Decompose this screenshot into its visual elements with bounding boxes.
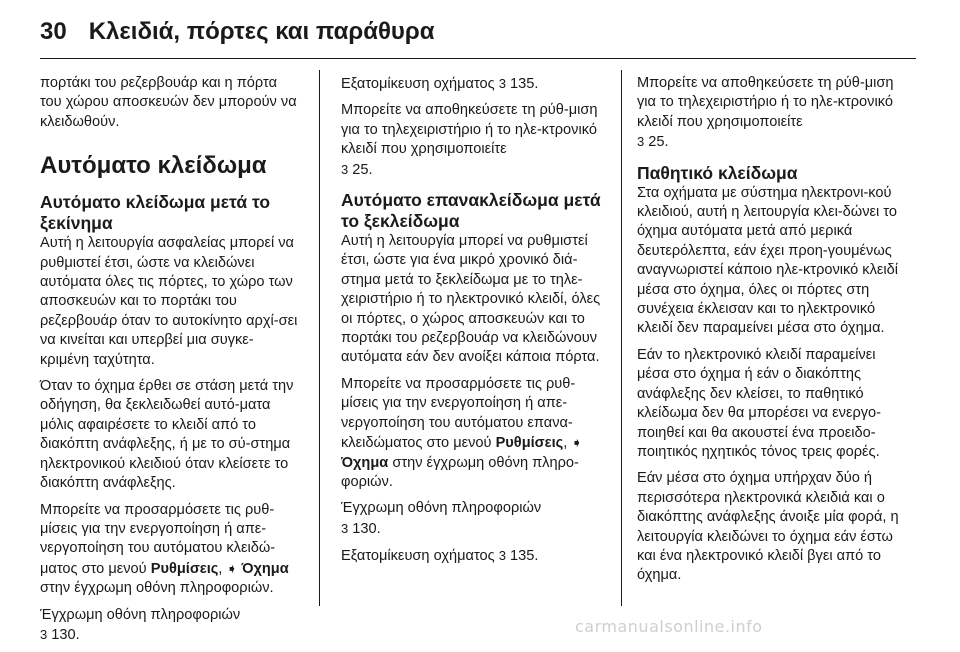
header-rule xyxy=(40,58,916,59)
page-title: Κλειδιά, πόρτες και παράθυρα xyxy=(88,18,435,45)
reference-arrow-icon: 3 xyxy=(498,548,506,564)
subheading-passive-lock: Παθητικό κλείδωμα xyxy=(637,162,798,183)
column-3 xyxy=(637,74,899,593)
paragraph-save-setting: Μπορείτε να αποθηκεύσετε τη ρύθ-μιση για το τηλεχειριστήριο ή το ηλε-κτρονικό κλειδί που χρησιμοποιείτε 3 25. xyxy=(341,102,598,178)
section-heading-auto-lock: Αυτόματο κλείδωμα xyxy=(40,152,267,180)
paragraph-key-inside: Εάν το ηλεκτρονικό κλειδί παραμείνει μέσα στο όχημα ή εάν ο διακόπτης ανάφλεξης δεν κλείσει, το παθητικό κλείδωμα δεν θα μπορέσει να ενεργο-ποιηθεί και θα ακουστεί ένα προειδο-ποιητικός ηχητικός τόνος τρεις φορές. xyxy=(637,346,882,460)
menu-settings: Ρυθμίσεις xyxy=(495,435,564,452)
paragraph-after-start: Αυτή η λειτουργία ασφαλείας μπορεί να ρυθμιστεί έτσι, ώστε να κλειδώνει αυτόματα όλες τις πόρτες, το χώρο των αποσκευών και το πορτάκι του ρεζερβουάρ όταν το αυτοκίνητο αρχί-σει να κινείται και υπερβεί μια συγκε-κριμένη ταχύτητα. xyxy=(40,235,298,368)
paragraph-two-keys: Εάν μέσα στο όχημα υπήρχαν δύο ή περισσότερα ηλεκτρονικά κλειδιά και ο διακόπτης ανάφλεξης άνοιξε μία φορά, η λειτουργία κλειδώνει το όχημα εάν έστω και ένα ηλεκτρονικό κλειδί βγει από το όχημα. xyxy=(637,470,899,584)
intro-paragraph: πορτάκι του ρεζερβουάρ και η πόρτα του χώρου αποσκευών δεν μπορούν να κλειδωθούν. xyxy=(40,75,297,130)
subheading-relock: Αυτόματο επανακλείδωμα μετά το ξεκλείδωμα xyxy=(341,190,601,232)
reference-arrow-icon: 3 xyxy=(498,76,506,91)
reference-arrow-icon: 3 xyxy=(341,520,349,536)
menu-vehicle: Όχημα xyxy=(341,454,389,471)
column-2 xyxy=(341,74,603,574)
column-1 xyxy=(40,74,302,652)
menu-vehicle: Όχημα xyxy=(241,560,289,577)
reference-arrow-icon: 3 xyxy=(341,161,349,177)
reference-customization: Εξατομίκευση οχήματος 3 135. xyxy=(341,76,539,92)
paragraph-adjust: Μπορείτε να προσαρμόσετε τις ρυθ-μίσεις για την ενεργοποίηση ή απε-νεργοποίηση του αυτόματου κλειδώ-ματος στο μενού Ρυθμίσεις, ➧ Όχημα στην έγχρωμη οθόνη πληροφοριών. xyxy=(40,501,289,597)
subheading-after-start: Αυτόματο κλείδωμα μετά το ξεκίνημα xyxy=(40,192,271,234)
menu-settings: Ρυθμίσεις xyxy=(150,560,219,577)
column-divider-1 xyxy=(319,70,320,606)
page-header xyxy=(40,12,435,52)
reference-display: Έγχρωμη οθόνη πληροφοριών 3 130. xyxy=(341,500,542,537)
page-number: 30 xyxy=(40,18,67,45)
paragraph-stop: Όταν το όχημα έρθει σε στάση μετά την οδήγηση, θα ξεκλειδωθεί αυτό-ματα μόλις αφαιρέσετε το κλειδί από το διακόπτη ανάφλεξης, ή με το σύ-στημα ηλεκτρονικού κλειδιού όταν κλείσετε το διακόπτη ανάφλεξης. xyxy=(40,378,294,492)
paragraph-relock: Αυτή η λειτουργία μπορεί να ρυθμιστεί έτσι, ώστε για ένα μικρό χρονικό διά-στημα μετά το ξεκλείδωμα με το τηλε-χειριστήριο ή το ηλεκτρονικό κλειδί, όλες οι πόρτες, ο χώρος αποσκευών και το πορτάκι του ρεζερβουάρ να κλειδώνουν αυτόματα εάν δεν ανοίξει κάποια πόρτα. xyxy=(341,233,601,366)
reference-display: Έγχρωμη οθόνη πληροφοριών 3 130. xyxy=(40,606,241,643)
watermark: carmanualsonline.info xyxy=(575,617,763,636)
menu-arrow-icon: ➧ xyxy=(571,435,583,451)
paragraph-save-setting: Μπορείτε να αποθηκεύσετε τη ρύθ-μιση για το τηλεχειριστήριο ή το ηλε-κτρονικό κλειδί που χρησιμοποιείτε 3 25. xyxy=(637,75,894,151)
column-divider-2 xyxy=(621,70,622,606)
reference-arrow-icon: 3 xyxy=(40,626,48,642)
reference-customization-2: Εξατομίκευση οχήματος 3 135. xyxy=(341,548,539,565)
paragraph-passive-lock: Στα οχήματα με σύστημα ηλεκτρονι-κού κλειδιού, αυτή η λειτουργία κλει-δώνει το όχημα αυτόματα μετά από μερικά δευτερόλεπτα, εάν έχει προη-γουμένως αναγνωριστεί κάποιο ηλε-κτρονικό κλειδί μέσα στο όχημα, όλες οι πόρτες στη συνέχεια έκλεισαν και το ηλεκτρονικό κλειδί δεν παραμείνει μέσα στο όχημα. xyxy=(637,184,899,337)
menu-arrow-icon: ➧ xyxy=(226,560,238,576)
paragraph-adjust-relock: Μπορείτε να προσαρμόσετε τις ρυθ-μίσεις για την ενεργοποίηση ή απε-νεργοποίηση του αυτόματου επανα-κλειδώματος στο μενού Ρυθμίσεις, ➧ Όχημα στην έγχρωμη οθόνη πληρο-φοριών. xyxy=(341,375,583,490)
reference-arrow-icon: 3 xyxy=(637,134,645,150)
